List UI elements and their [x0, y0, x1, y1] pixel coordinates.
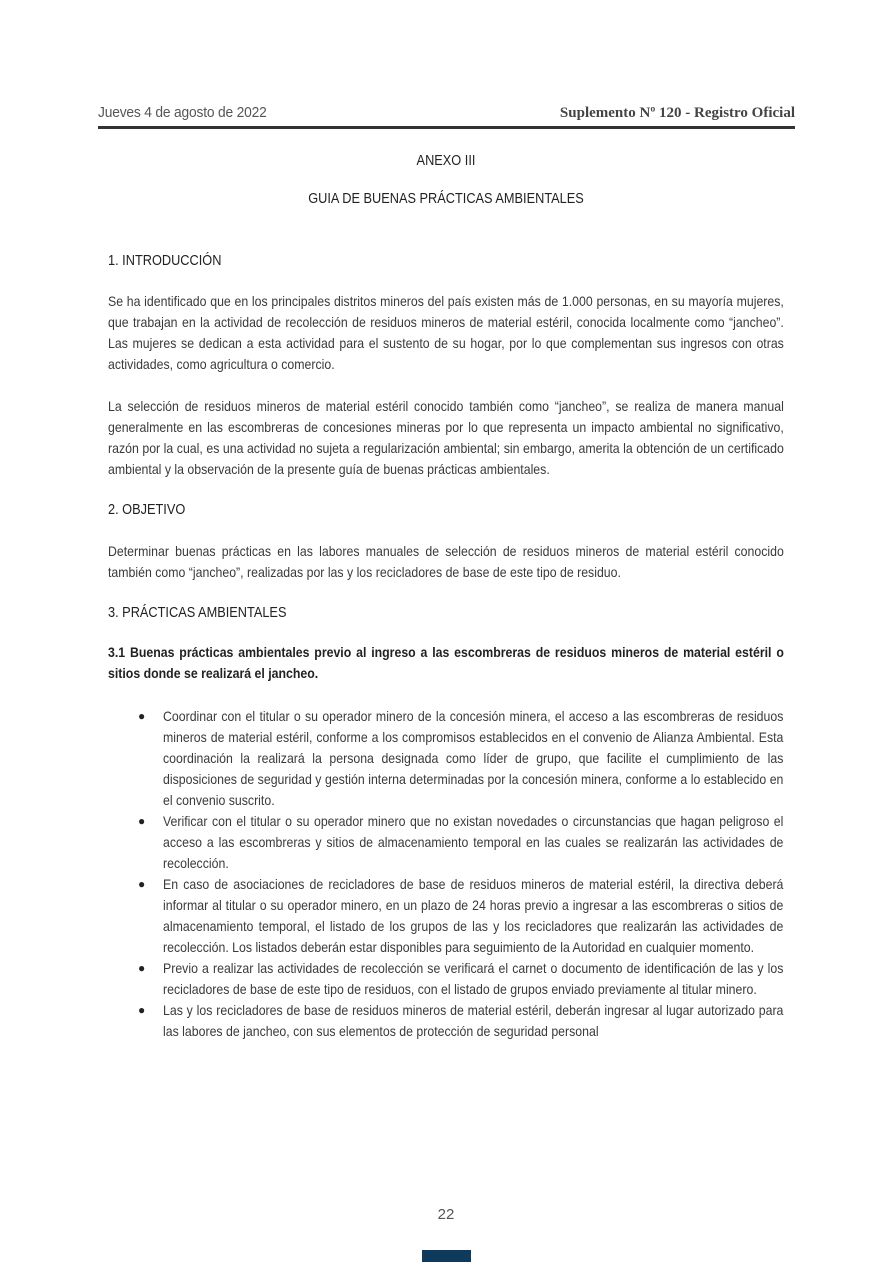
- document-title: GUIA DE BUENAS PRÁCTICAS AMBIENTALES: [308, 191, 584, 207]
- bullet-icon: ●: [138, 1003, 146, 1017]
- document-body: [108, 148, 784, 1042]
- list-item: [108, 811, 784, 874]
- header-divider: [98, 126, 795, 129]
- list-item-text: Coordinar con el titular o su operador minero de la concesión minera, el acceso a las escombreras de residuos mineros de material estéril, conforme a los compromisos establecidos en el convenio de Alianza Ambiental. Esta coordinación la realizará la persona designada como líder de grupo, que facilite el cumplimiento de las disposiciones de seguridad y gestión interna determinadas por la concesión minera, conforme a lo establecido en el convenio suscrito.: [163, 708, 784, 808]
- bullet-icon: ●: [138, 877, 146, 891]
- bullet-icon: ●: [138, 961, 146, 975]
- intro-paragraph-1: Se ha identificado que en los principales distritos mineros del país existen más de 1.000 personas, en su mayoría mujeres, que trabajan en la actividad de recolección de residuos mineros de material estéril, conocida localmente como “jancheo”. Las mujeres se dedican a esta actividad para el sustento de su hogar, por lo que complementan sus ingresos con otras actividades, como agricultura o comercio.: [108, 293, 784, 372]
- annex-label: ANEXO III: [416, 153, 476, 169]
- list-item-text: En caso de asociaciones de recicladores de base de residuos mineros de material estéril, la directiva deberá informar al titular o su operador minero, en un plazo de 24 horas previo a ingresar a las escombreras o sitios de almacenamiento temporal, el listado de los grupos de las y los recicladores que realizarán las actividades de recolección. Los listados deberán estar disponibles para seguimiento de la Autoridad en cualquier momento.: [163, 876, 784, 955]
- bullet-icon: ●: [138, 709, 146, 723]
- list-item: [108, 958, 784, 1000]
- header-publication: Suplemento Nº 120 - Registro Oficial: [559, 105, 795, 121]
- list-item: [108, 1000, 784, 1042]
- footer-accent-bar: [422, 1250, 471, 1262]
- bullet-icon: ●: [138, 814, 146, 828]
- page-number: 22: [437, 1206, 455, 1223]
- list-item-text: Las y los recicladores de base de residuos mineros de material estéril, deberán ingresar al lugar autorizado para las labores de jancheo, con sus elementos de protección de seguridad personal: [163, 1002, 784, 1039]
- section-heading-objetivo: 2. OBJETIVO: [108, 502, 186, 518]
- list-item: [108, 706, 784, 811]
- section-heading-practicas: 3. PRÁCTICAS AMBIENTALES: [108, 605, 287, 621]
- subsection-heading-3-1: 3.1 Buenas prácticas ambientales previo al ingreso a las escombreras de residuos mineros de material estéril o sitios donde se realizará el jancheo.: [108, 644, 784, 681]
- header-date: Jueves 4 de agosto de 2022: [98, 104, 267, 121]
- section-heading-introduccion: 1. INTRODUCCIÓN: [108, 253, 222, 269]
- list-item-text: Previo a realizar las actividades de recolección se verificará el carnet o documento de identificación de las y los recicladores de base de este tipo de residuos, con el listado de grupos enviado previamente al titular minero.: [163, 960, 784, 997]
- list-item: [108, 874, 784, 958]
- list-item-text: Verificar con el titular o su operador minero que no existan novedades o circunstancias que hagan peligroso el acceso a las escombreras y sitios de almacenamiento temporal en las cuales se realizarán las actividades de recolección.: [163, 813, 784, 871]
- objetivo-paragraph: Determinar buenas prácticas en las labores manuales de selección de residuos mineros de material estéril conocido también como “jancheo”, realizadas por las y los recicladores de base de este tipo de residuo.: [108, 543, 784, 580]
- intro-paragraph-2: La selección de residuos mineros de material estéril conocido también como “jancheo”, se realiza de manera manual generalmente en las escombreras de concesiones mineras por lo que representa un impacto ambiental no significativo, razón por la cual, es una actividad no sujeta a regularización ambiental; sin embargo, amerita la obtención de un certificado ambiental y la observación de la presente guía de buenas prácticas ambientales.: [108, 398, 784, 477]
- practices-list: [108, 706, 784, 1042]
- running-header: [98, 102, 795, 126]
